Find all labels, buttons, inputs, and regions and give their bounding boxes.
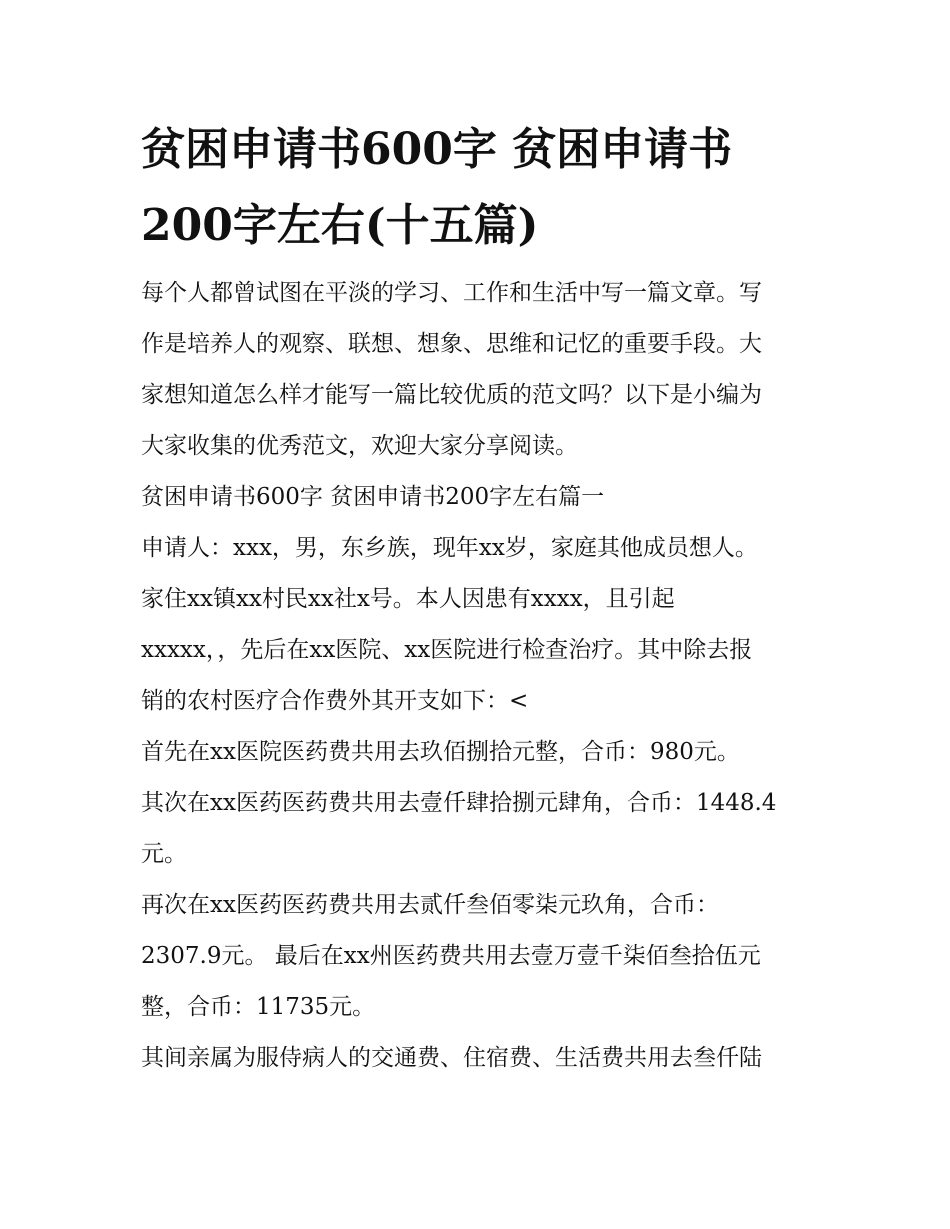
- document-page: [141, 112, 813, 1084]
- text-line: 每个人都曾试图在平淡的学习、工作和生活中写一篇文章。写: [141, 280, 762, 306]
- text-line: 销的农村医疗合作费外其开支如下：<: [141, 688, 529, 714]
- title-line: 贫困申请书600字 贫困申请书: [141, 124, 733, 175]
- title-line: 200字左右(十五篇): [141, 200, 539, 251]
- document-title: [141, 112, 813, 264]
- expense-paragraph-fourth: [141, 1033, 813, 1084]
- text-line: 贫困申请书600字 贫困申请书200字左右篇一: [141, 484, 605, 510]
- text-line: 其次在xx医药医药费共用去壹仟肆拾捌元肆角，合币：1448.4: [141, 790, 777, 816]
- text-line: 家住xx镇xx村民xx社x号。本人因患有xxxx，且引起: [141, 586, 675, 612]
- text-line: xxxxx，，先后在xx医院、xx医院进行检查治疗。其中除去报: [141, 637, 753, 663]
- text-line: 整，合币：11735元。: [141, 994, 376, 1020]
- text-line: 作是培养人的观察、联想、想象、思维和记忆的重要手段。大: [141, 331, 762, 357]
- text-line: 再次在xx医药医药费共用去贰仟叁佰零柒元玖角，合币：: [141, 892, 719, 918]
- text-line: 2307.9元。 最后在xx州医药费共用去壹万壹千柒佰叁拾伍元: [141, 943, 761, 969]
- expense-paragraph-third: [141, 880, 813, 1033]
- text-line: 家想知道怎么样才能写一篇比较优质的范文吗？以下是小编为: [141, 382, 762, 408]
- text-line: 首先在xx医院医药费共用去玖佰捌拾元整，合币：980元。: [141, 739, 740, 765]
- intro-paragraph: [141, 268, 813, 472]
- text-line: 元。: [141, 841, 187, 867]
- applicant-paragraph: [141, 523, 813, 727]
- expense-paragraph-first: [141, 727, 813, 778]
- text-line: 申请人：xxx，男，东乡族，现年xx岁，家庭其他成员想人。: [141, 535, 758, 561]
- section-heading: [141, 472, 813, 523]
- expense-paragraph-second: [141, 778, 813, 880]
- text-line: 其间亲属为服侍病人的交通费、住宿费、生活费共用去叁仟陆: [141, 1045, 762, 1071]
- text-line: 大家收集的优秀范文，欢迎大家分享阅读。: [141, 433, 578, 459]
